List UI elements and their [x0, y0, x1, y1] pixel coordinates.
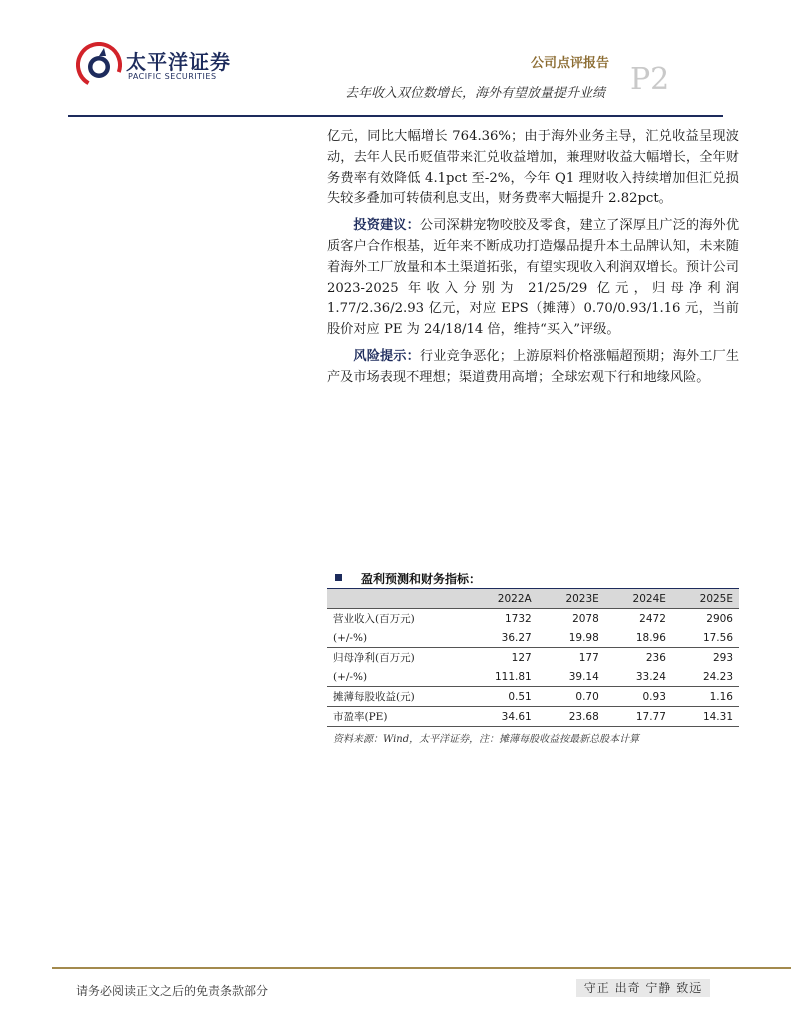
- table-cell: 14.31: [672, 707, 739, 727]
- advice-label: 投资建议：: [353, 218, 420, 234]
- table-cell: 0.51: [466, 687, 538, 707]
- table-cell: 2906: [672, 609, 739, 629]
- row-label: (+/-%): [333, 670, 368, 683]
- table-cell: 2078: [538, 609, 605, 629]
- logo-english-name: PACIFIC SECURITIES: [128, 72, 217, 81]
- table-cell: 17.56: [702, 631, 733, 644]
- table-source-note: 资料来源：Wind，太平洋证券，注：摊薄每股收益按最新总股本计算: [333, 734, 640, 745]
- paragraph-risk: [327, 347, 739, 389]
- logo-chinese-name: 太平洋证券: [126, 50, 231, 74]
- logo-mark-icon: [76, 42, 122, 88]
- table-cell: 17.77: [605, 707, 672, 727]
- header-divider: [68, 115, 723, 117]
- bullet-square-icon: [335, 574, 342, 581]
- table-cell: 19.98: [568, 631, 599, 644]
- report-type: 公司点评报告: [531, 56, 610, 71]
- table-cell: 1.16: [672, 687, 739, 707]
- table-row: [327, 707, 739, 727]
- table-row: [327, 667, 739, 687]
- risk-label: 风险提示：: [353, 348, 420, 364]
- paragraph-finance-expense: 亿元，同比大幅增长 764.36%；由于海外业务主导，汇兑收益呈现波动，去年人民币贬值带来汇兑收益增加，兼理财收益大幅增长，全年财务费率有效降低 4.1pct 至-2%，今年 Q1 理财收入持续增加但汇兑损失较多叠加可转债利息支出，财务费率大幅提升 2.82pct。: [327, 129, 739, 207]
- table-title: 盈利预测和财务指标：: [361, 572, 482, 586]
- table-cell: 293: [672, 648, 739, 668]
- page-number: P2: [630, 62, 670, 97]
- table-header-cell: [327, 589, 466, 609]
- risk-text: 行业竞争恶化；上游原料价格涨幅超预期；海外工厂生产及市场表现不理想；渠道费用高增；全球宏观下行和地缘风险。: [327, 348, 740, 385]
- table-header-cell: 2025E: [672, 589, 739, 609]
- table-header-cell: 2023E: [538, 589, 605, 609]
- table-cell: 18.96: [635, 631, 666, 644]
- row-label: 市盈率(PE): [327, 707, 466, 727]
- table-cell: 236: [605, 648, 672, 668]
- row-label: (+/-%): [333, 631, 368, 644]
- footer-divider: [52, 967, 791, 969]
- page-header: [0, 0, 791, 120]
- row-label: 摊薄每股收益(元): [327, 687, 466, 707]
- table-cell: 39.14: [568, 670, 599, 683]
- table-cell: 177: [538, 648, 605, 668]
- footer-motto: 守正 出奇 宁静 致远: [576, 979, 710, 997]
- table-title-bar: [327, 570, 739, 589]
- table-header-row: [327, 589, 739, 609]
- table-header-cell: 2024E: [605, 589, 672, 609]
- advice-text: 公司深耕宠物咬胶及零食，建立了深厚且广泛的海外优质客户合作根基，近年来不断成功打造爆品提升本土品牌认知，未来随着海外工厂放量和本土渠道拓张，有望实现收入利润双增长。预计公司 2023-2025 年收入分别为 21/25/29 亿元，归母净利润 1.77/2.36/2.93 亿元，对应 EPS（摊薄）0.70/0.93/1.16 元，当前股价对应 PE 为 24/18/14 倍，维持“买入”评级。: [327, 218, 740, 338]
- company-logo: [76, 42, 236, 96]
- table-cell: 0.93: [605, 687, 672, 707]
- main-text: [327, 127, 739, 389]
- table-cell: 111.81: [494, 670, 532, 683]
- table-row: [327, 609, 739, 629]
- table-cell: 2472: [605, 609, 672, 629]
- table-header-cell: 2022A: [466, 589, 538, 609]
- table-cell: 127: [466, 648, 538, 668]
- table-cell: 33.24: [635, 670, 666, 683]
- forecast-table: [327, 589, 739, 727]
- table-cell: 0.70: [538, 687, 605, 707]
- table-cell: 34.61: [466, 707, 538, 727]
- table-cell: 1732: [466, 609, 538, 629]
- table-cell: 36.27: [501, 631, 532, 644]
- table-cell: 24.23: [702, 670, 733, 683]
- table-row: [327, 628, 739, 648]
- paragraph-investment-advice: [327, 216, 739, 341]
- row-label: 归母净利(百万元): [327, 648, 466, 668]
- forecast-table-section: [327, 570, 739, 745]
- table-cell: 23.68: [538, 707, 605, 727]
- report-title: 去年收入双位数增长，海外有望放量提升业绩: [345, 86, 606, 101]
- footer-disclaimer: 请务必阅读正文之后的免责条款部分: [76, 984, 269, 998]
- table-row: [327, 687, 739, 707]
- table-row: [327, 648, 739, 668]
- row-label: 营业收入(百万元): [327, 609, 466, 629]
